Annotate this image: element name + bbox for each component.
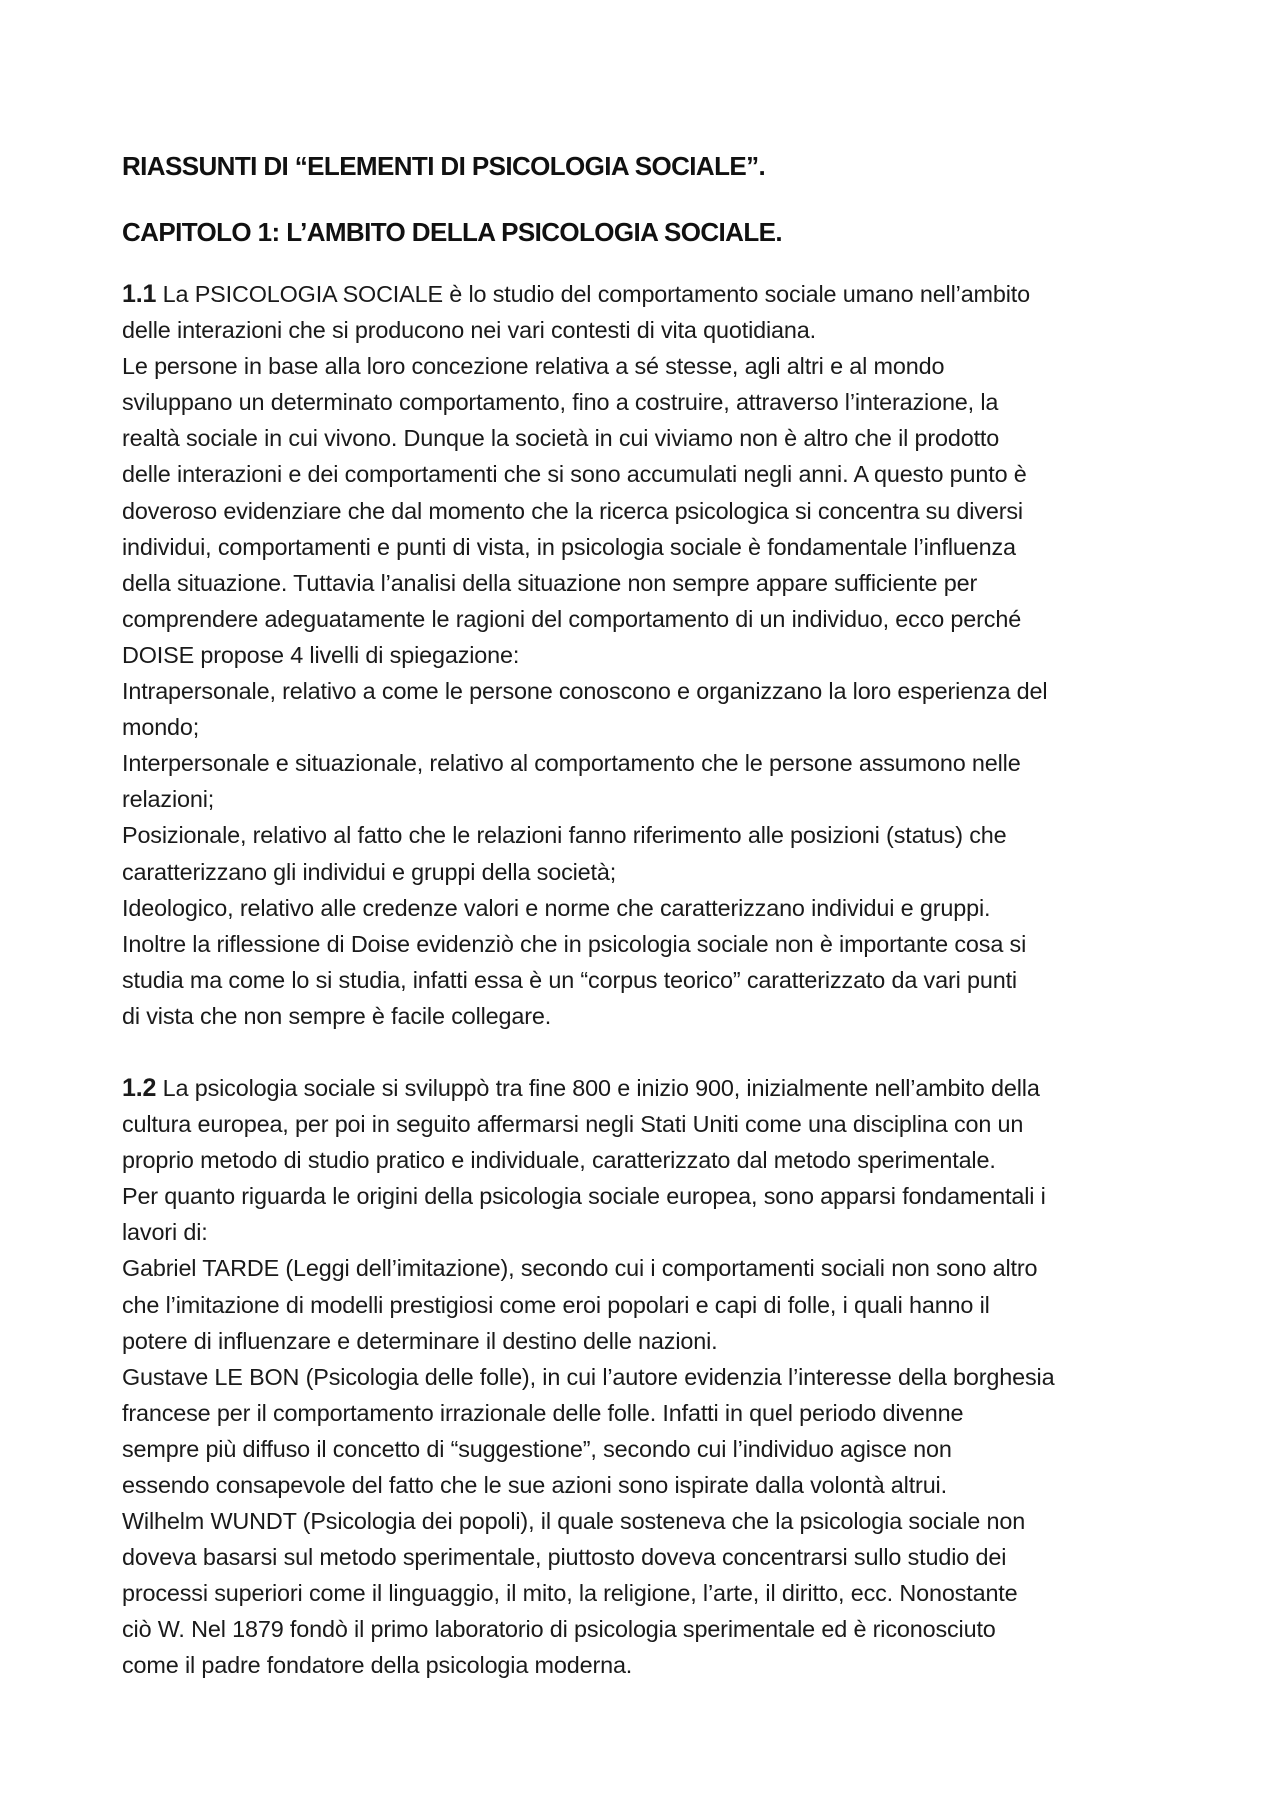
section-number: 1.1: [122, 280, 157, 308]
text-line: mondo;: [122, 714, 200, 741]
text-line: come il padre fondatore della psicologia moderna.: [122, 1652, 633, 1679]
text-line: proprio metodo di studio pratico e individuale, caratterizzato dal metodo sperimentale.: [122, 1147, 996, 1174]
text-line: Interpersonale e situazionale, relativo al comportamento che le persone assumono nelle: [122, 750, 1021, 777]
text-line: realtà sociale in cui vivono. Dunque la società in cui viviamo non è altro che il prodotto: [122, 425, 1000, 452]
document-page: [122, 148, 1172, 1684]
text-line: ciò W. Nel 1879 fondò il primo laboratorio di psicologia sperimentale ed è riconosciuto: [122, 1616, 996, 1643]
text-line: della situazione. Tuttavia l’analisi della situazione non sempre appare sufficiente per: [122, 569, 978, 596]
text-line: lavori di:: [122, 1219, 208, 1246]
text-line: delle interazioni che si producono nei vari contesti di vita quotidiana.: [122, 317, 816, 344]
text-line: Gabriel TARDE (Leggi dell’imitazione), secondo cui i comportamenti sociali non sono altro: [122, 1255, 1038, 1282]
text-line: Le persone in base alla loro concezione relativa a sé stesse, agli altri e al mondo: [122, 353, 945, 380]
text-line: delle interazioni e dei comportamenti che si sono accumulati negli anni. A questo punto è: [122, 461, 1027, 488]
text-line: Wilhelm WUNDT (Psicologia dei popoli), il quale sosteneva che la psicologia sociale non: [122, 1508, 1026, 1535]
text-line: processi superiori come il linguaggio, il mito, la religione, l’arte, il diritto, ecc. Nonostante: [122, 1580, 1018, 1607]
text-line: individui, comportamenti e punti di vista, in psicologia sociale è fondamentale l’influenza: [122, 533, 1016, 560]
section-text: La psicologia sociale si sviluppò tra fine 800 e inizio 900, inizialmente nell’ambito della: [156, 1074, 1040, 1101]
sections-container: [122, 276, 1172, 1684]
text-line: Posizionale, relativo al fatto che le relazioni fanno riferimento alle posizioni (status) che: [122, 822, 1007, 849]
text-line: essendo consapevole del fatto che le sue azioni sono ispirate dalla volontà altrui.: [122, 1472, 947, 1498]
text-line: che l’imitazione di modelli prestigiosi come eroi popolari e capi di folle, i quali hanno il: [122, 1291, 990, 1318]
text-line: doveva basarsi sul metodo sperimentale, piuttosto doveva concentrarsi sullo studio dei: [122, 1544, 1007, 1571]
text-line: Intrapersonale, relativo a come le persone conoscono e organizzano la loro esperienza del: [122, 678, 1048, 705]
text-line: francese per il comportamento irrazionale delle folle. Infatti in quel periodo divenne: [122, 1399, 964, 1426]
text-line: DOISE propose 4 livelli di spiegazione:: [122, 641, 520, 668]
text-line: potere di influenzare e determinare il destino delle nazioni.: [122, 1327, 718, 1354]
section-1-1: [122, 276, 1172, 1034]
text-line: Per quanto riguarda le origini della psicologia sociale europea, sono apparsi fondamentali i: [122, 1183, 1046, 1210]
chapter-title: CAPITOLO 1: L’AMBITO DELLA PSICOLOGIA SOCIALE.: [122, 217, 782, 247]
text-line: relazioni;: [122, 786, 215, 813]
text-line: [122, 1070, 1172, 1106]
text-line: caratterizzano gli individui e gruppi della società;: [122, 858, 617, 885]
text-line: studia ma come lo si studia, infatti essa è un “corpus teorico” caratterizzato da vari punti: [122, 966, 1017, 993]
text-line: Ideologico, relativo alle credenze valori e norme che caratterizzano individui e gruppi.: [122, 894, 991, 921]
text-line: [122, 276, 1172, 312]
text-line: Gustave LE BON (Psicologia delle folle), in cui l’autore evidenzia l’interesse della borghesia: [122, 1363, 1055, 1390]
text-line: Inoltre la riflessione di Doise evidenziò che in psicologia sociale non è importante cosa si: [122, 930, 1027, 957]
section-text: La PSICOLOGIA SOCIALE è lo studio del comportamento sociale umano nell’ambito: [156, 281, 1031, 307]
text-line: sempre più diffuso il concetto di “suggestione”, secondo cui l’individuo agisce non: [122, 1435, 952, 1462]
text-line: comprendere adeguatamente le ragioni del comportamento di un individuo, ecco perché: [122, 605, 1022, 632]
section-number: 1.2: [122, 1073, 157, 1102]
text-line: doveroso evidenziare che dal momento che la ricerca psicologica si concentra su diversi: [122, 497, 1023, 524]
text-line: sviluppano un determinato comportamento, fino a costruire, attraverso l’interazione, la: [122, 389, 999, 416]
text-line: di vista che non sempre è facile collegare.: [122, 1002, 552, 1029]
document-title: RIASSUNTI DI “ELEMENTI DI PSICOLOGIA SOCIALE”.: [122, 151, 766, 181]
text-line: cultura europea, per poi in seguito affermarsi negli Stati Uniti come una disciplina con un: [122, 1111, 1024, 1138]
section-1-2: [122, 1070, 1172, 1684]
